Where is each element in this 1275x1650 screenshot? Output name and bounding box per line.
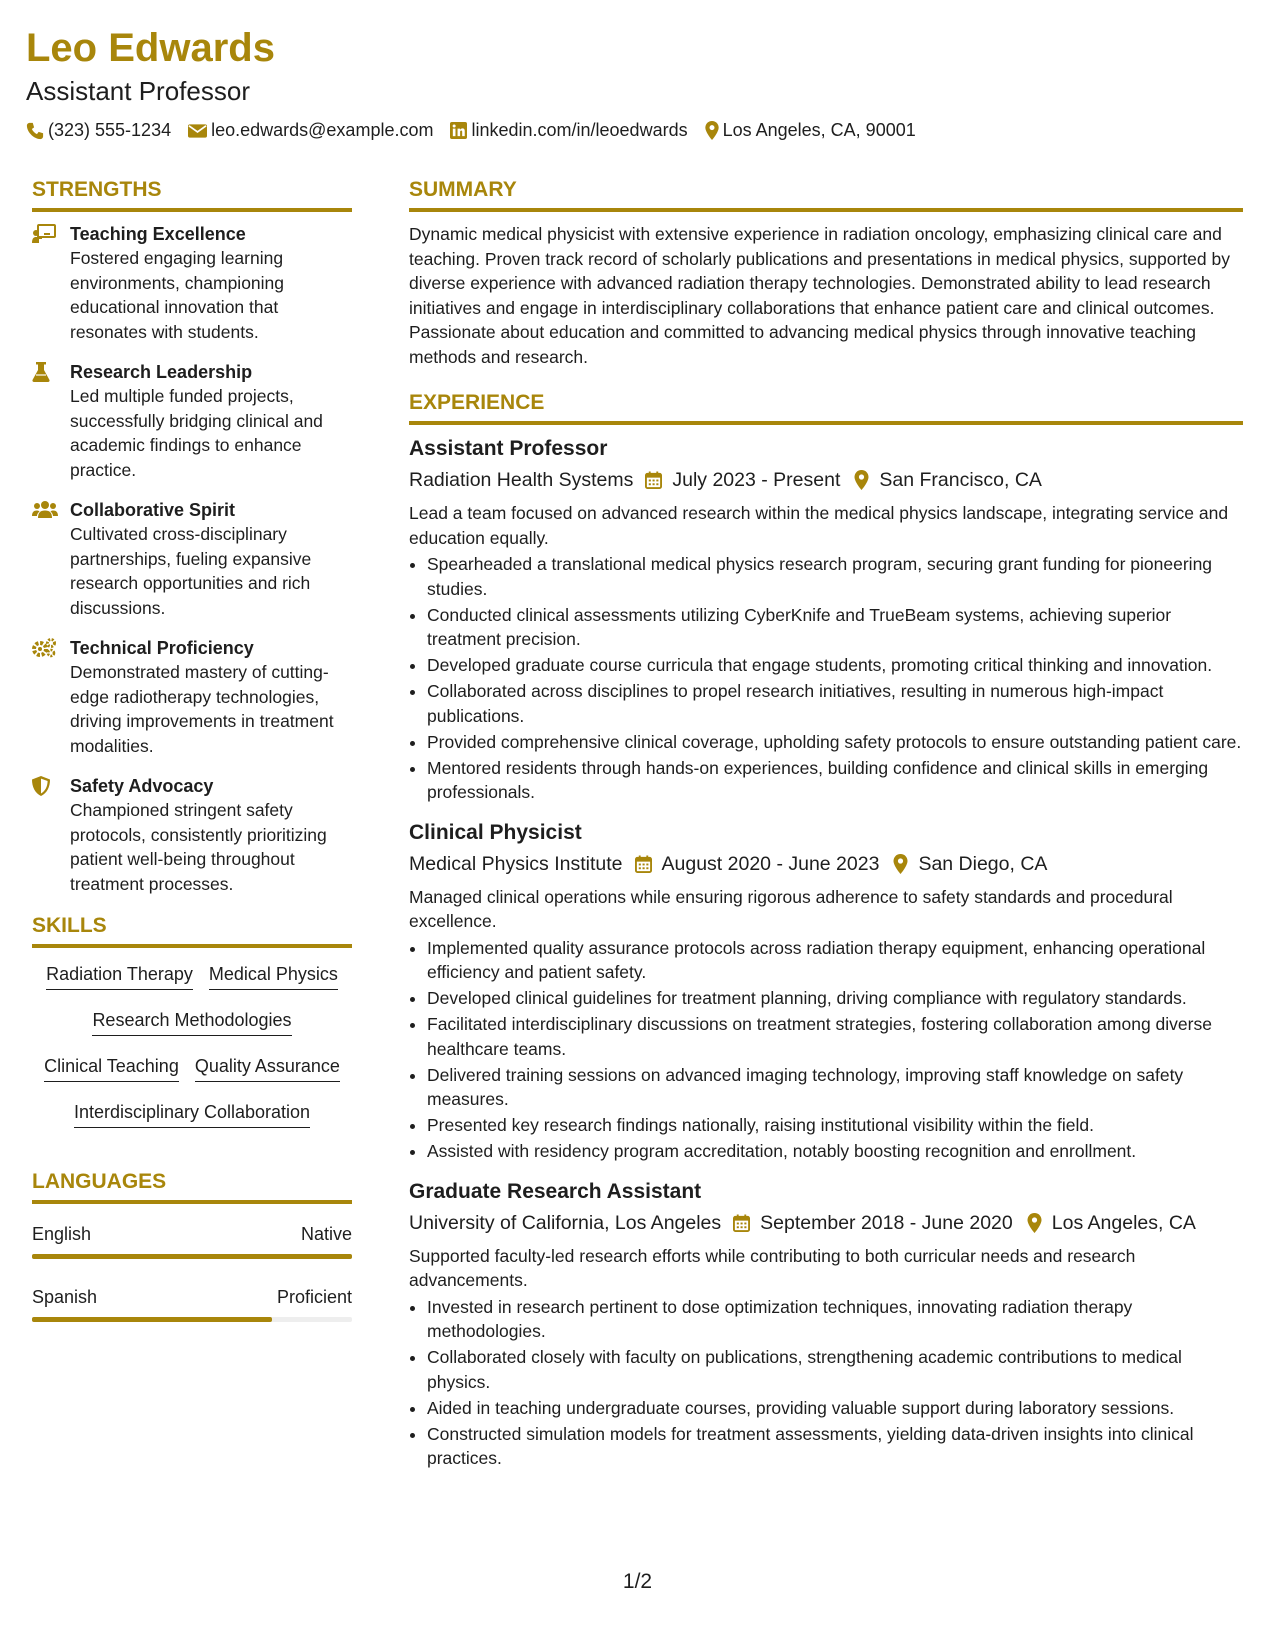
right-column <box>409 176 1243 1485</box>
languages-list <box>32 1222 352 1322</box>
strength-desc: Led multiple funded projects, successfully bridging clinical and academic findings to enhance practice. <box>70 386 323 480</box>
job-company: Medical Physics Institute <box>409 852 623 875</box>
job-title: Graduate Research Assistant <box>409 1179 702 1203</box>
language-proficiency-bar <box>32 1254 352 1259</box>
strength-title: Safety Advocacy <box>70 776 214 796</box>
job-bullets <box>409 1295 1243 1471</box>
calendar-icon <box>635 855 652 873</box>
job-company: Radiation Health Systems <box>409 469 634 491</box>
skill-tag: Medical Physics <box>209 962 338 990</box>
job-entry <box>409 819 1243 1164</box>
job-dates: August 2020 - June 2023 <box>661 852 880 875</box>
page-number: 1/2 <box>622 1570 653 1593</box>
job-bullet: • Facilitated interdisciplinary discussions on treatment strategies, fostering collaboration among diverse healthcare teams. <box>427 1012 1243 1061</box>
left-column <box>32 176 352 1348</box>
users-icon <box>32 500 58 518</box>
job-title: Assistant Professor <box>409 437 608 460</box>
skills-heading: SKILLS <box>32 912 352 948</box>
strength-item <box>32 636 352 758</box>
contact-bar <box>26 120 1249 141</box>
job-dates: September 2018 - June 2020 <box>760 1211 1013 1234</box>
job-bullet: • Mentored residents through hands-on experiences, building confidence and clinical skills in emerging professionals. <box>427 756 1243 805</box>
resume-header <box>26 22 1249 141</box>
job-dates: July 2023 - Present <box>672 469 841 491</box>
chalkboard-teacher-icon <box>32 224 56 244</box>
skill-tag: Radiation Therapy <box>46 962 193 990</box>
phone-icon <box>26 122 44 140</box>
calendar-icon <box>733 1214 750 1232</box>
job-bullets <box>409 552 1243 805</box>
job-bullet: • Spearheaded a translational medical physics research program, securing grant funding for pioneering studies. <box>427 552 1243 601</box>
strength-title: Technical Proficiency <box>70 638 254 658</box>
skill-tag: Quality Assurance <box>195 1054 340 1082</box>
strength-desc: Fostered engaging learning environments, championing educational innovation that resonates with students. <box>70 248 285 342</box>
job-bullet: • Invested in research pertinent to dose optimization techniques, innovating radiation therapy methodologies. <box>427 1295 1243 1344</box>
languages-heading: LANGUAGES <box>32 1168 352 1204</box>
summary-heading: SUMMARY <box>409 176 1243 212</box>
job-bullet: • Developed graduate course curricula that engage students, promoting critical thinking and innovation. <box>427 653 1243 678</box>
experience-heading: EXPERIENCE <box>409 389 1243 425</box>
envelope-icon <box>188 123 207 139</box>
job-entry <box>409 435 1243 805</box>
skills-list <box>32 962 352 1146</box>
strength-title: Research Leadership <box>70 362 253 382</box>
language-proficiency-fill <box>32 1317 272 1322</box>
strengths-heading: STRENGTHS <box>32 176 352 212</box>
gears-icon <box>32 638 56 658</box>
job-location-wrap <box>854 465 1042 495</box>
skill-tag: Research Methodologies <box>92 1008 291 1036</box>
job-bullet: • Provided comprehensive clinical coverage, upholding safety protocols to ensure outstanding patient care. <box>427 730 1243 755</box>
job-location-wrap <box>1027 1208 1196 1238</box>
linkedin-text: linkedin.com/in/leoedwards <box>471 120 688 140</box>
language-name: Spanish <box>32 1287 98 1307</box>
job-entry <box>409 1178 1243 1471</box>
job-location: San Francisco, CA <box>879 469 1042 491</box>
job-description: Lead a team focused on advanced research within the medical physics landscape, integrating service and education equally. <box>409 503 1229 548</box>
strength-title: Collaborative Spirit <box>70 500 236 520</box>
calendar-icon <box>645 471 662 489</box>
map-pin-icon <box>893 854 908 874</box>
candidate-title: Assistant Professor <box>26 76 250 106</box>
location-text: Los Angeles, CA, 90001 <box>722 120 916 140</box>
job-description: Managed clinical operations while ensuring rigorous adherence to safety standards and procedural excellence. <box>409 886 1173 931</box>
experience-list <box>409 435 1243 1471</box>
language-level: Proficient <box>276 1287 352 1307</box>
job-bullet: • Aided in teaching undergraduate courses, providing valuable support during laboratory sessions. <box>427 1396 1243 1421</box>
summary-text: Dynamic medical physicist with extensive experience in radiation oncology, emphasizing clinical care and teaching. Proven track record of scholarly publications and presentations in medical physics, supported by diverse experience with advanced radiation therapy technologies. Demonstrated ability to lead research initiatives and engage in interdisciplinary collaborations that enhance patient care and clinical outcomes. Passionate about education and committed to advancing medical physics through innovative teaching methods and research. <box>409 224 1230 367</box>
job-bullet: • Delivered training sessions on advanced imaging technology, improving staff knowledge on safety measures. <box>427 1063 1243 1112</box>
language-level: Native <box>300 1224 352 1244</box>
map-pin-icon <box>1027 1213 1042 1233</box>
map-pin-icon <box>705 121 719 140</box>
job-title: Clinical Physicist <box>409 820 582 844</box>
map-pin-icon <box>854 470 869 490</box>
job-dates-wrap <box>645 465 840 495</box>
language-proficiency-fill <box>32 1254 352 1259</box>
strength-desc: Cultivated cross-disciplinary partnerships, fueling expansive research opportunities and rich discussions. <box>70 524 312 618</box>
job-bullet: • Conducted clinical assessments utilizing CyberKnife and TrueBeam systems, achieving superior treatment precision. <box>427 603 1243 652</box>
contact-phone[interactable] <box>26 120 171 141</box>
job-location: San Diego, CA <box>918 852 1048 875</box>
job-dates-wrap <box>635 849 880 879</box>
skill-tag: Clinical Teaching <box>44 1054 179 1082</box>
shield-icon <box>32 776 50 796</box>
linkedin-icon <box>450 122 467 139</box>
email-text: leo.edwards@example.com <box>211 120 434 140</box>
strength-item <box>32 498 352 620</box>
language-proficiency-bar <box>32 1317 352 1322</box>
job-bullets <box>409 936 1243 1164</box>
strength-title: Teaching Excellence <box>70 224 246 244</box>
job-bullet: • Constructed simulation models for treatment assessments, yielding data-driven insights into clinical practices. <box>427 1422 1243 1471</box>
strength-desc: Demonstrated mastery of cutting-edge radiotherapy technologies, driving improvements in treatment modalities. <box>70 662 334 756</box>
candidate-name: Leo Edwards <box>26 26 275 70</box>
contact-location <box>705 120 916 141</box>
job-bullet: • Implemented quality assurance protocols across radiation therapy equipment, enhancing operational efficiency and patient safety. <box>427 936 1243 985</box>
language-row <box>32 1222 352 1246</box>
strength-item <box>32 774 352 896</box>
job-bullet: • Developed clinical guidelines for treatment planning, driving compliance with regulatory standards. <box>427 986 1243 1011</box>
job-dates-wrap <box>733 1208 1013 1238</box>
job-bullet: • Presented key research findings nationally, raising institutional visibility within the field. <box>427 1113 1243 1138</box>
job-meta <box>409 849 1243 879</box>
job-bullet: • Assisted with residency program accreditation, notably boosting recognition and enrollment. <box>427 1139 1243 1164</box>
job-meta <box>409 465 1243 495</box>
job-description: Supported faculty-led research efforts while contributing to both curricular needs and research advancements. <box>409 1245 1136 1290</box>
language-row <box>32 1285 352 1309</box>
contact-email[interactable] <box>188 120 433 141</box>
language-name: English <box>32 1224 92 1244</box>
strength-item <box>32 360 352 482</box>
phone-text: (323) 555-1234 <box>48 120 172 140</box>
job-location-wrap <box>893 849 1047 879</box>
skill-tag: Interdisciplinary Collaboration <box>74 1100 310 1128</box>
job-bullet: • Collaborated across disciplines to propel research initiatives, resulting in numerous high-impact publications. <box>427 679 1243 728</box>
contact-linkedin[interactable] <box>450 120 687 141</box>
strength-desc: Championed stringent safety protocols, consistently prioritizing patient well-being throughout treatment processes. <box>70 800 327 894</box>
job-company: University of California, Los Angeles <box>409 1211 722 1234</box>
job-meta <box>409 1208 1243 1238</box>
job-location: Los Angeles, CA <box>1051 1211 1196 1234</box>
job-bullet: • Collaborated closely with faculty on publications, strengthening academic contributions to medical physics. <box>427 1345 1243 1394</box>
flask-icon <box>32 362 50 382</box>
strength-item <box>32 222 352 344</box>
